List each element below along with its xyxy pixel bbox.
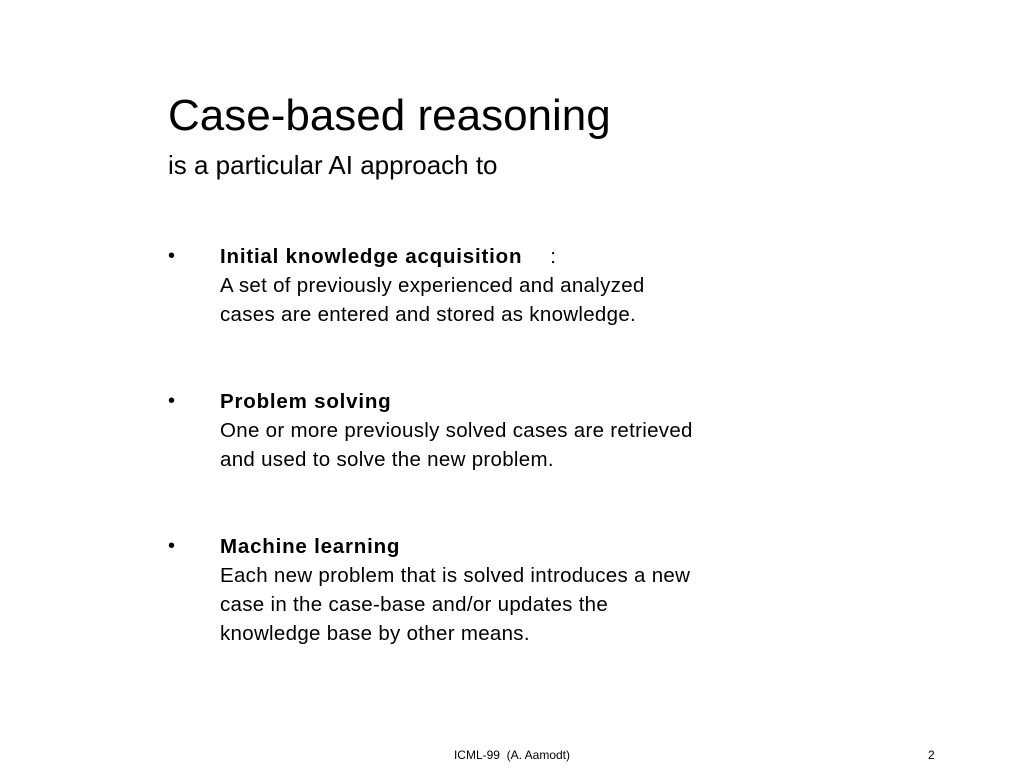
bullet-line: One or more previously solved cases are retrieved <box>220 419 693 442</box>
bullet-line: and used to solve the new problem. <box>220 448 554 471</box>
bullet-line: A set of previously experienced and analyzed <box>220 274 645 297</box>
slide-title: Case-based reasoning <box>168 91 611 140</box>
bullet-heading-text: Initial knowledge acquisition <box>220 245 523 268</box>
bullet-marker: • <box>168 535 176 557</box>
footer-credit: ICML-99 (A. Aamodt) <box>453 748 571 762</box>
slide-subtitle: is a particular AI approach to <box>168 150 498 180</box>
bullet-body <box>220 387 693 474</box>
bullet-heading <box>220 242 645 271</box>
bullet-body <box>220 532 690 648</box>
bullet-body <box>220 242 645 329</box>
page-number: 2 <box>928 748 935 762</box>
bullet-line: knowledge base by other means. <box>220 622 530 645</box>
bullet-heading <box>220 387 693 416</box>
bullet-heading-text: Problem solving <box>220 390 392 413</box>
bullet-marker: • <box>168 245 176 267</box>
bullet-heading <box>220 532 690 561</box>
bullet-heading-suffix: : <box>550 245 557 268</box>
bullet-line: case in the case-base and/or updates the <box>220 593 609 616</box>
bullet-heading-text: Machine learning <box>220 535 401 558</box>
bullet-line: cases are entered and stored as knowledge. <box>220 303 637 326</box>
bullet-marker: • <box>168 390 176 412</box>
bullet-line: Each new problem that is solved introduces a new <box>220 564 691 587</box>
